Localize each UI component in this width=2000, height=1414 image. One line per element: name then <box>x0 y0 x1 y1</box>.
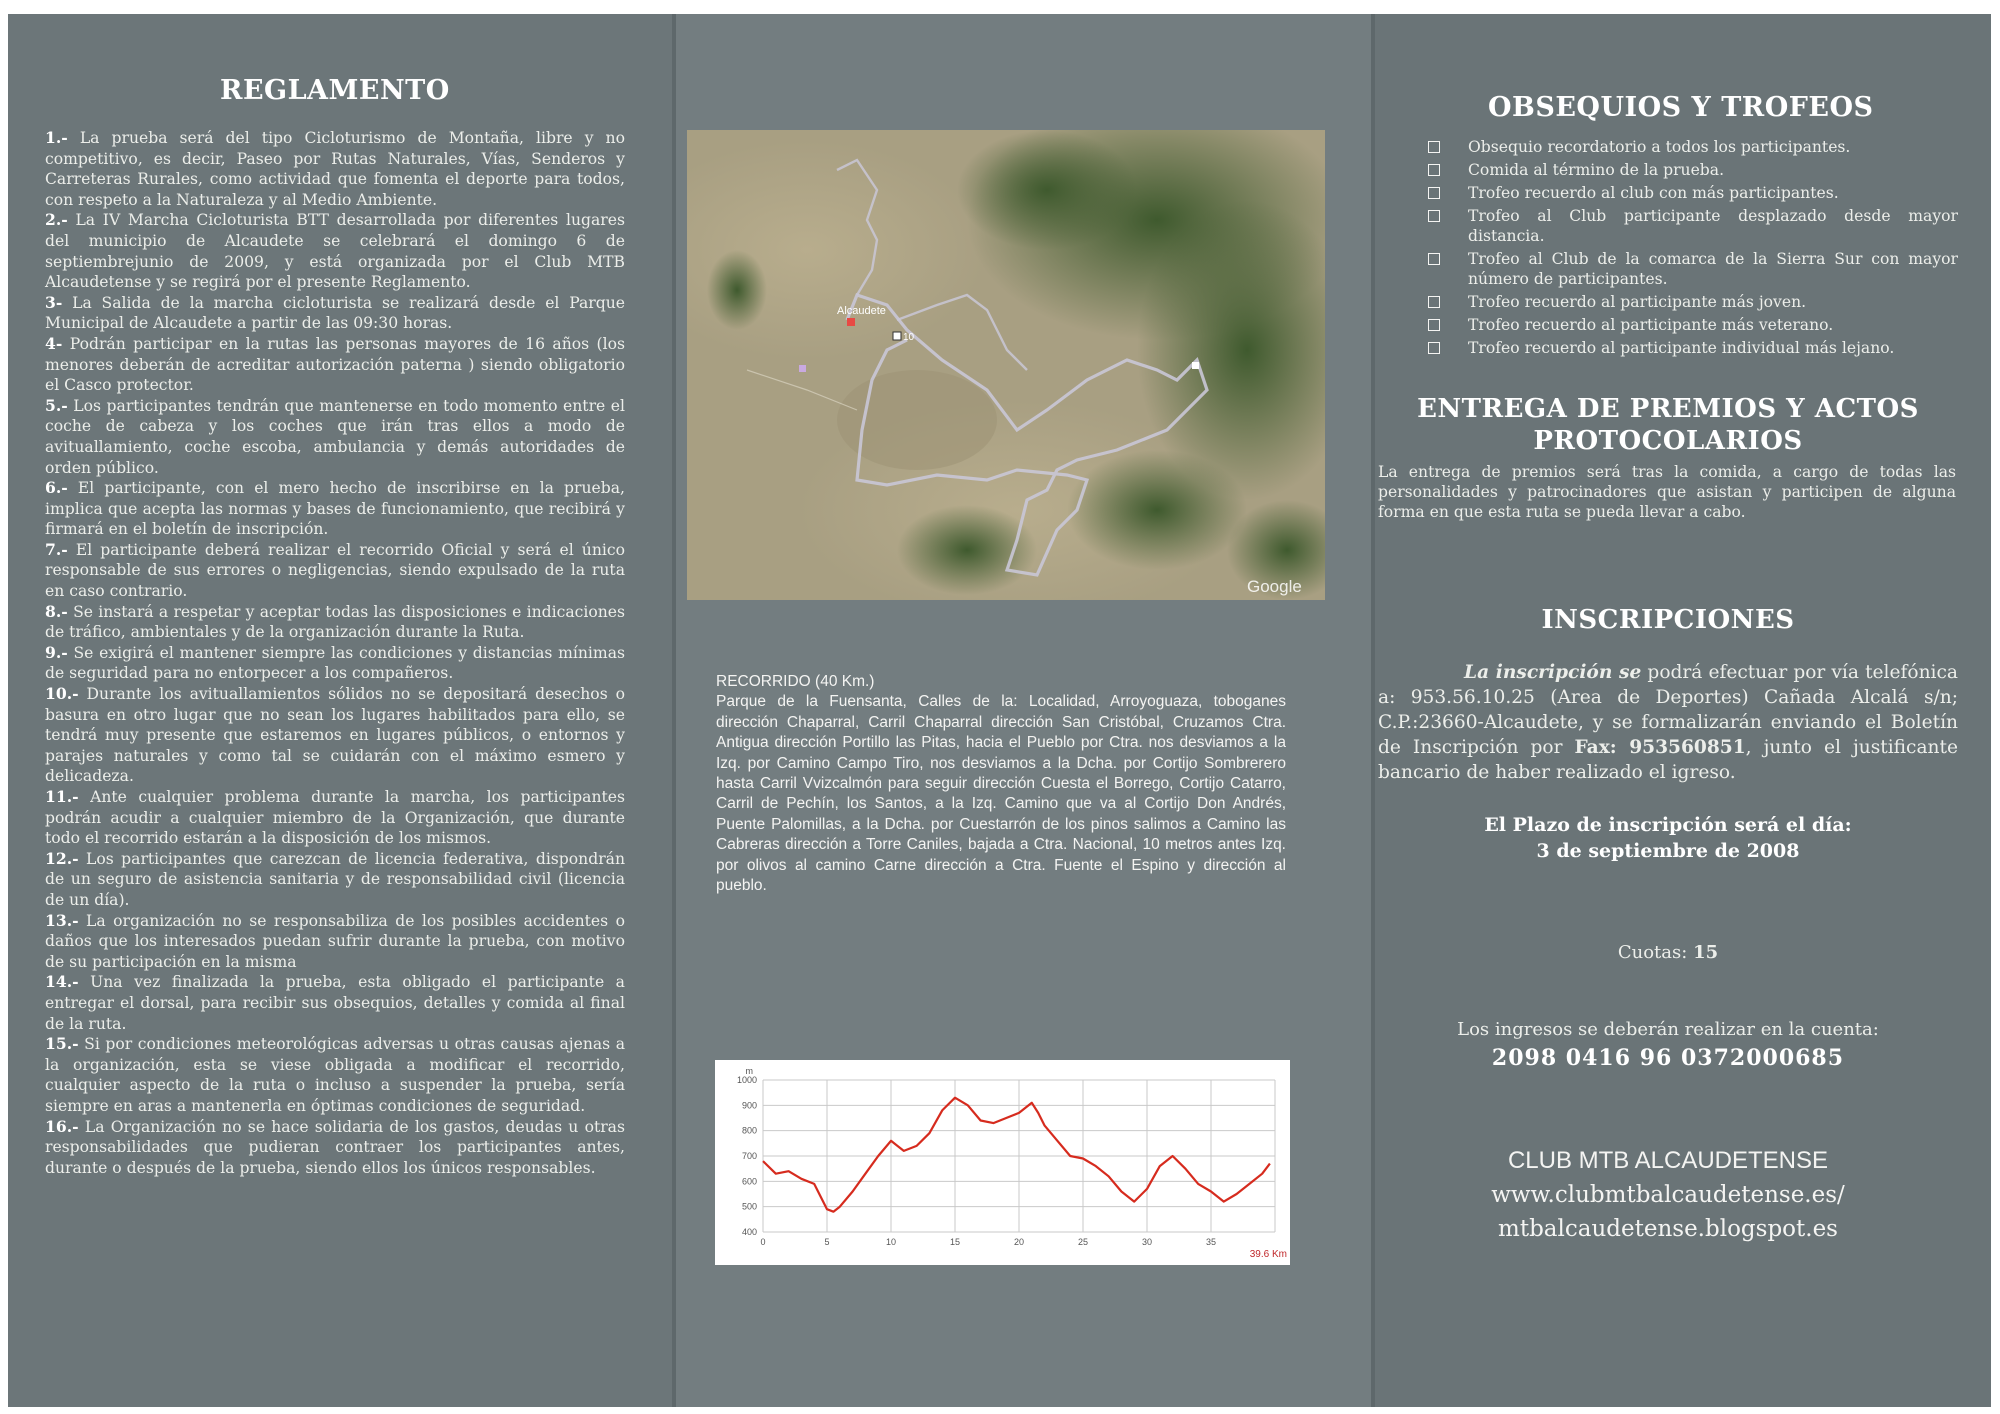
rule-number: 8.- <box>45 601 68 621</box>
y-axis-unit-label: m <box>745 1066 753 1076</box>
rule-number: 9.- <box>45 642 68 662</box>
inscripciones-text-part1: podrá efectuar por vía telefónica a: 953.56.10.25 (Area de Deportes) Cañada Alcalá s/n; C.P.:23660-Alcaudete, y se formalizarán enviando el Boletín de Inscripción por <box>1378 662 1959 758</box>
x-tick-label: 20 <box>1013 1237 1025 1247</box>
elevation-profile-chart <box>715 1060 1290 1265</box>
rule-number: 11.- <box>45 787 79 806</box>
entrega-text: La entrega de premios será tras la comida, a cargo de todas las personalidades y patrocinadores que asistan y participen de alguna forma en que esta ruta se pueda llevar a cabo. <box>1378 463 1956 521</box>
distance-end-label: 39.6 Km <box>1249 1249 1287 1260</box>
rule-item <box>45 540 625 602</box>
rule-text: Si por condiciones meteorológicas adversas u otras causas ajenas a la organización, esta se viese obligada a modificar el recorrido, cualquier aspecto de la ruta o incluso a suspender la prueba, sería siempre en aras a mantenerla en óptimas condiciones de seguridad. <box>45 1035 625 1115</box>
obsequio-text: Comida al término de la prueba. <box>1468 161 1725 179</box>
rule-item <box>45 849 625 911</box>
x-tick-label: 15 <box>949 1237 961 1247</box>
obsequio-item <box>1428 160 1958 180</box>
rule-number: 1.- <box>45 128 68 147</box>
rule-text: Durante los avituallamientos sólidos no se depositará desechos o basura en otro lugar que no sean los lugares habilitados para ello, se tendrá muy presente que estaremos en lugares públicos, o entornos y parajes naturales y como tal se cuidarán con el máximo esmero y delicadeza. <box>45 685 625 786</box>
checkbox-square-icon <box>1428 319 1440 331</box>
map-watermark: Google <box>1247 577 1302 596</box>
inscripciones-lead: La inscripción se <box>1464 662 1642 683</box>
rule-item <box>45 1117 625 1179</box>
checkbox-square-icon <box>1428 164 1440 176</box>
obsequio-text: Obsequio recordatorio a todos los participantes. <box>1468 138 1851 156</box>
rule-text: Se exigirá el mantener siempre las condiciones y distancias mínimas de seguridad para no entorpecer a los compañeros. <box>45 643 625 683</box>
y-tick-label: 1000 <box>736 1075 757 1085</box>
rule-number: 2.- <box>45 210 68 230</box>
rule-item <box>45 210 625 292</box>
inscripciones-fax: Fax: 953560851 <box>1574 737 1746 758</box>
inscripciones-text <box>1378 660 1958 785</box>
inscripciones-text-part2: , junto el justificante bancario de haber realizado el igreso. <box>1378 737 1959 783</box>
rule-text: El participante, con el mero hecho de inscribirse en la prueba, implica que acepta las normas y bases de funcionamiento, que recibirá y firmará en el boletín de inscripción. <box>45 479 625 539</box>
cuotas <box>1378 942 1958 963</box>
map-marker-label: 10 <box>903 332 915 343</box>
map-town-label: Alcaudete <box>837 305 886 317</box>
checkbox-square-icon <box>1428 210 1440 222</box>
x-tick-label: 30 <box>1141 1237 1153 1247</box>
rule-item <box>45 478 625 540</box>
rule-number: 5.- <box>45 395 68 415</box>
reglamento-rules <box>45 128 625 1178</box>
rule-number: 12.- <box>45 848 79 868</box>
y-tick-label: 800 <box>741 1125 757 1136</box>
rule-text: La Organización no se hace solidaria de los gastos, deudas u otras responsabilidades que pudieran contraer los participantes antes, durante o después de la prueba, siendo ellos los únicos responsables. <box>45 1117 625 1177</box>
rule-item <box>45 643 625 684</box>
rule-number: 10.- <box>45 684 79 704</box>
obsequios-list <box>1428 137 1958 361</box>
inscripciones-title: INSCRIPCIONES <box>1541 605 1795 635</box>
cuenta-number: 2098 0416 96 0372000685 <box>1491 1045 1845 1071</box>
obsequio-item <box>1428 206 1958 246</box>
rule-item <box>45 787 625 849</box>
rule-text: Ante cualquier problema durante la marcha, los participantes podrán acudir a cualquier miembro de la Organización, que durante todo el recorrido estarán a la disposición de los mismos. <box>45 788 625 848</box>
rule-number: 6.- <box>45 478 68 498</box>
y-tick-label: 400 <box>741 1227 757 1237</box>
obsequio-text: Trofeo al Club participante desplazado desde mayor distancia. <box>1468 207 1958 245</box>
y-tick-label: 900 <box>741 1100 757 1111</box>
obsequios-title: OBSEQUIOS Y TROFEOS <box>1488 92 1874 123</box>
rule-text: Los participantes que carezcan de licencia federativa, dispondrán de un seguro de asistencia sanitaria y de responsabilidad civil (licencia de un día). <box>45 849 625 909</box>
route-text: Parque de la Fuensanta, Calles de la: Localidad, Arroyoguaza, toboganes dirección Chaparral, Carril Chaparral dirección San Cristóbal, Cruzamos Ctra. Antigua dirección Portillo las Pitas, hacia el Pueblo por Ctra. nos desviamos a la Izq. por Camino Campo Tiro, nos desviamos a la Dcha. por Cortijo Sombrerero hasta Carril Vvizcalmón para seguir dirección Cuesta el Borrego, Cortijo Catarro, Carril de Pechín, los Santos, a la Izq. Camino que va al Cortijo Don Andrés, Puente Palomillas, a la Dcha. por Cuestarrón de los pinos salimos a Camino las Cabreras dirección a Torre Caniles, bajada a Ctra. Nacional, 10 metros antes Izq. por olivos al camino Carne dirección a Ctra. Fuente el Espino y dirección al pueblo. <box>716 693 1286 895</box>
obsequio-text: Trofeo al Club de la comarca de la Sierra Sur con mayor número de participantes. <box>1468 250 1958 288</box>
club-name: CLUB MTB ALCAUDETENSE <box>1507 1147 1829 1174</box>
x-tick-label: 5 <box>824 1237 830 1247</box>
rule-number: 13.- <box>45 910 79 930</box>
rule-text: La Salida de la marcha cicloturista se realizará desde el Parque Municipal de Alcaudete a partir de las 09:30 horas. <box>45 293 625 333</box>
checkbox-square-icon <box>1428 141 1440 153</box>
x-tick-label: 25 <box>1077 1237 1089 1247</box>
obsequio-text: Trofeo recuerdo al participante más veterano. <box>1468 316 1834 334</box>
elevation-series-line <box>763 1098 1270 1212</box>
rule-text: El participante deberá realizar el recorrido Oficial y será el único responsable de sus errores o negligencias, siendo expulsado de la ruta en caso contrario. <box>45 540 625 601</box>
rule-item <box>45 911 625 973</box>
obsequio-item <box>1428 137 1958 157</box>
rule-item <box>45 128 625 210</box>
plazo-line2: 3 de septiembre de 2008 <box>1536 840 1800 862</box>
x-tick-label: 35 <box>1205 1237 1217 1247</box>
obsequio-item <box>1428 249 1958 289</box>
obsequio-item <box>1428 315 1958 335</box>
satellite-map-image <box>687 130 1325 600</box>
rule-item <box>45 1034 625 1116</box>
checkbox-square-icon <box>1428 296 1440 308</box>
y-tick-label: 700 <box>741 1151 757 1161</box>
rule-number: 4- <box>45 333 63 353</box>
cuenta-label: Los ingresos se deberán realizar en la cuenta: <box>1457 1019 1879 1040</box>
entrega-title <box>1378 393 1958 457</box>
elevation-chart-svg <box>715 1060 1290 1265</box>
x-tick-label: 10 <box>885 1237 897 1247</box>
plazo-block <box>1378 812 1958 864</box>
fold-line-left <box>672 14 676 1407</box>
route-map <box>687 130 1325 600</box>
rule-number: 7.- <box>45 539 68 559</box>
rule-item <box>45 396 625 478</box>
rule-text: La prueba será del tipo Cicloturismo de Montaña, libre y no competitivo, es decir, Paseo por Rutas Naturales, Vías, Senderos y Carreteras Rurales, como actividad que fomenta el deporte para todos, con respeto a la Naturaleza y al Medio Ambiente. <box>45 129 625 209</box>
rule-item <box>45 684 625 787</box>
checkbox-square-icon <box>1428 342 1440 354</box>
entrega-title-line2: PROTOCOLARIOS <box>1533 426 1803 456</box>
rule-text: La IV Marcha Cicloturista BTT desarrollada por diferentes lugares del municipio de Alcaudete se celebrará el domingo 6 de septiembrejunio de 2009, y está organizada por el Club MTB Alcaudetense y se regirá por el presente Reglamento. <box>45 211 625 292</box>
route-heading: RECORRIDO (40 Km.) <box>716 673 875 690</box>
rule-item <box>45 293 625 334</box>
y-tick-label: 600 <box>741 1176 757 1187</box>
obsequio-text: Trofeo recuerdo al club con más participantes. <box>1468 184 1839 202</box>
obsequio-item <box>1428 292 1958 312</box>
y-tick-label: 500 <box>741 1201 757 1212</box>
checkbox-square-icon <box>1428 253 1440 265</box>
cuotas-label: Cuotas: <box>1617 942 1688 963</box>
obsequio-item <box>1428 183 1958 203</box>
rule-text: Los participantes tendrán que mantenerse en todo momento entre el coche de cabeza y los coches que irán tras ellos a modo de avituallamiento, coche escoba, ambulancia y demás autoridades de orden público. <box>45 396 625 477</box>
rule-text: Se instará a respetar y aceptar todas las disposiciones e indicaciones de tráfico, ambientales y de la organización durante la Ruta. <box>45 602 625 642</box>
x-tick-label: 0 <box>760 1237 766 1247</box>
club-block <box>1378 1144 1958 1246</box>
rule-number: 14.- <box>45 972 79 992</box>
obsequio-item <box>1428 338 1958 358</box>
fold-line-right <box>1371 14 1375 1407</box>
obsequio-text: Trofeo recuerdo al participante más joven. <box>1468 293 1807 311</box>
obsequio-text: Trofeo recuerdo al participante individual más lejano. <box>1468 339 1895 357</box>
rule-text: La organización no se responsabiliza de los posibles accidentes o daños que los interesados puedan sufrir durante la prueba, con motivo de su participación en la misma <box>45 911 625 971</box>
rule-item <box>45 334 625 396</box>
rule-item <box>45 602 625 643</box>
cuotas-value: 15 <box>1693 942 1719 963</box>
rule-text: Podrán participar en la rutas las personas mayores de 16 años (los menores deberán de acreditar autorización paterna ) siendo obligatorio el Casco protector. <box>45 334 625 395</box>
checkbox-square-icon <box>1428 187 1440 199</box>
club-web-link[interactable]: www.clubmtbalcaudetense.es/ <box>1491 1182 1845 1208</box>
plazo-line1: El Plazo de inscripción será el día: <box>1484 814 1852 836</box>
entrega-title-line1: ENTREGA DE PREMIOS Y ACTOS <box>1417 394 1919 424</box>
reglamento-title: REGLAMENTO <box>220 75 450 106</box>
rule-number: 15.- <box>45 1034 79 1054</box>
rule-text: Una vez finalizada la prueba, esta obligado el participante a entregar el dorsal, para recibir sus obsequios, detalles y comida al final de la ruta. <box>45 973 625 1033</box>
rule-number: 16.- <box>45 1116 79 1136</box>
club-blog-link[interactable]: mtbalcaudetense.blogspot.es <box>1498 1216 1838 1242</box>
route-description <box>716 672 1286 896</box>
rule-item <box>45 972 625 1034</box>
rule-number: 3- <box>45 292 63 312</box>
